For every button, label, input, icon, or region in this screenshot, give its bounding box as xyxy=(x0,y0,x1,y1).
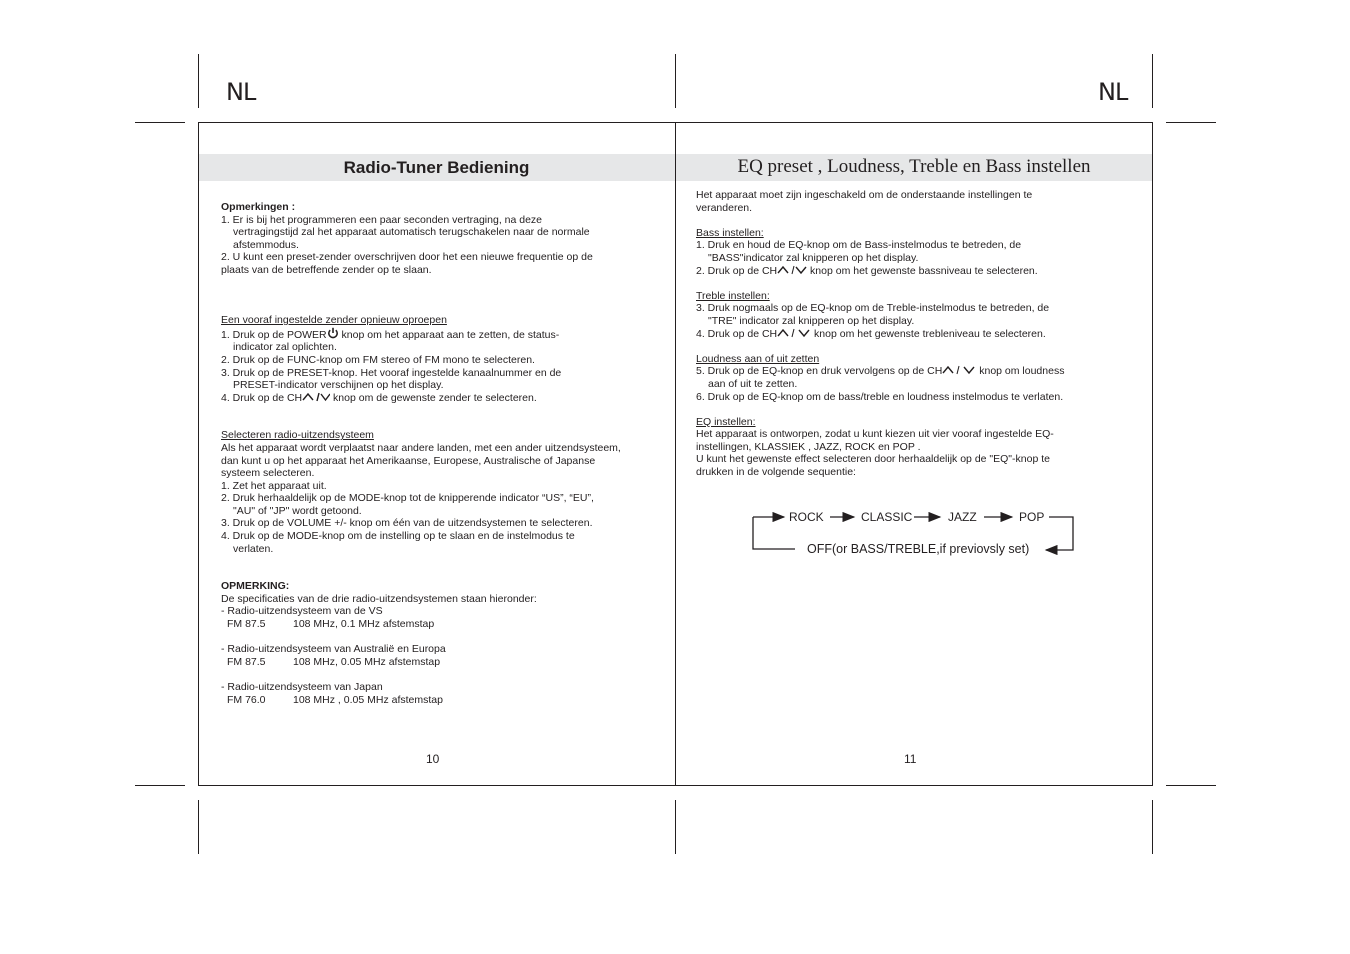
language-label-right: NL xyxy=(1098,78,1128,106)
note-line: plaats van de betreffende zender op te slaan. xyxy=(221,263,432,276)
page-divider xyxy=(675,122,676,785)
left-column xyxy=(221,201,621,706)
note-line: 2. U kunt een preset-zender overschrijven door het een nieuwe frequentie op de xyxy=(221,251,593,264)
spec-range: FM 87.5 108 MHz, 0.1 MHz afstemstap xyxy=(227,618,435,631)
bass-line: 1. Druk en houd de EQ-knop om de Bass-instelmodus te betreden, de xyxy=(696,239,1022,252)
page-number-left: 10 xyxy=(426,752,440,766)
flow-return-line xyxy=(1046,517,1073,550)
note-line: vertragingstijd zal het apparaat automatisch terugschakelen naar de normale xyxy=(233,226,590,239)
system-line: 4. Druk op de MODE-knop om de instelling op te slaan en de instelmodus te xyxy=(221,530,575,543)
flow-label-classic: CLASSIC xyxy=(861,510,913,524)
loudness-heading: Loudness aan of uit zetten xyxy=(696,352,820,365)
treble-heading: Treble instellen: xyxy=(696,289,770,302)
flow-label-rock: ROCK xyxy=(789,510,824,524)
spec-name: - Radio-uitzendsysteem van Australië en Europa xyxy=(221,643,446,656)
page-title-right: EQ preset , Loudness, Treble en Bass instellen xyxy=(737,156,1091,177)
flow-label-pop: POP xyxy=(1019,510,1045,524)
loudness-line: 6. Druk op de EQ-knop om de bass/treble en loudness instelmodus te verlaten. xyxy=(696,390,1064,403)
crop-mark xyxy=(1166,785,1216,786)
note-line: 1. Er is bij het programmeren een paar seconden vertraging, na deze xyxy=(221,213,543,226)
note-line: afstemmodus. xyxy=(233,238,299,251)
system-heading: Selecteren radio-uitzendsysteem xyxy=(221,429,374,442)
remark-heading: OPMERKING: xyxy=(221,580,290,593)
language-label-left: NL xyxy=(226,78,256,106)
recall-line: 2. Druk op de FUNC-knop om FM stereo of FM mono te selecteren. xyxy=(221,353,535,366)
eq-line: Het apparaat is ontworpen, zodat u kunt kiezen uit vier vooraf ingestelde EQ- xyxy=(696,428,1054,441)
spec-name: - Radio-uitzendsysteem van Japan xyxy=(221,681,383,693)
crop-mark xyxy=(1152,800,1153,854)
crop-mark xyxy=(198,54,199,108)
eq-line: instellingen, KLASSIEK , JAZZ, ROCK en POP . xyxy=(696,440,921,453)
system-line: verlaten. xyxy=(233,542,274,555)
bass-line: 2. Druk op de CH knop om het gewenste bassniveau te selecteren. xyxy=(696,264,1038,277)
page-title-left: Radio-Tuner Bediening xyxy=(343,158,530,177)
flow-label-jazz: JAZZ xyxy=(948,510,977,524)
notes-heading: Opmerkingen : xyxy=(221,201,296,213)
flow-label-off: OFF(or BASS/TREBLE,if previovsly set) xyxy=(807,542,1030,556)
bass-line: "BASS"indicator zal knipperen op het display. xyxy=(708,251,919,264)
treble-line: 3. Druk nogmaals op de EQ-knop om de Treble-instelmodus te betreden, de xyxy=(696,302,1050,315)
system-line: dan kunt u op het apparaat het Amerikaanse, Europese, Australische of Japanse xyxy=(221,454,596,467)
recall-line: indicator zal oplichten. xyxy=(233,341,337,354)
remark-intro: De specificaties van de drie radio-uitzendsystemen staan hieronder: xyxy=(221,592,537,605)
system-line: 3. Druk op de VOLUME +/- knop om één van de uitzendsystemen te selecteren. xyxy=(221,517,593,530)
recall-line: 4. Druk op de CH knop om de gewenste zender te selecteren. xyxy=(221,391,537,404)
chevron-up-down-icon xyxy=(777,328,811,338)
chevron-up-down-icon xyxy=(777,265,807,275)
crop-mark xyxy=(198,800,199,854)
chevron-up-down-icon xyxy=(302,392,330,402)
power-icon xyxy=(327,327,339,339)
intro-line: veranderen. xyxy=(696,201,753,214)
crop-mark xyxy=(1152,54,1153,108)
recall-heading: Een vooraf ingestelde zender opnieuw oproepen xyxy=(221,314,447,327)
recall-line: 3. Druk op de PRESET-knop. Het vooraf ingestelde kanaalnummer en de xyxy=(221,366,562,379)
eq-line: drukken in de volgende sequentie: xyxy=(696,466,856,479)
treble-line: "TRE" indicator zal knipperen op het display. xyxy=(708,314,915,327)
eq-heading: EQ instellen: xyxy=(696,415,756,428)
bass-heading: Bass instellen: xyxy=(696,226,764,239)
crop-mark xyxy=(675,54,676,108)
chevron-up-down-icon xyxy=(942,365,976,375)
spec-range: FM 76.0 108 MHz , 0.05 MHz afstemstap xyxy=(227,693,443,706)
eq-line: U kunt het gewenste effect selecteren door herhaaldelijk op de "EQ"-knop te xyxy=(696,453,1050,466)
recall-line: PRESET-indicator verschijnen op het display. xyxy=(233,379,444,392)
intro-line: Het apparaat moet zijn ingeschakeld om de onderstaande instellingen te xyxy=(696,189,1033,201)
spec-range: FM 87.5 108 MHz, 0.05 MHz afstemstap xyxy=(227,655,441,668)
page-number-right: 11 xyxy=(904,752,917,766)
right-column xyxy=(696,189,1064,479)
system-line: Als het apparaat wordt verplaatst naar andere landen, met een ander uitzendsysteem, xyxy=(221,441,621,454)
system-line: 1. Zet het apparaat uit. xyxy=(221,479,327,492)
loudness-line: aan of uit te zetten. xyxy=(708,377,798,390)
spec-name: - Radio-uitzendsysteem van de VS xyxy=(221,605,383,618)
crop-mark xyxy=(675,800,676,854)
crop-mark xyxy=(135,122,185,123)
treble-line: 4. Druk op de CH knop om het gewenste trebleniveau te selecteren. xyxy=(696,327,1046,340)
system-line: "AU" of "JP" wordt getoond. xyxy=(233,504,362,517)
crop-mark xyxy=(135,785,185,786)
system-line: 2. Druk herhaaldelijk op de MODE-knop tot de knipperende indicator “US”, “EU”, xyxy=(221,492,594,505)
loudness-line: 5. Druk op de EQ-knop en druk vervolgens op de CH knop om loudness xyxy=(696,365,1065,378)
system-line: systeem selecteren. xyxy=(221,467,315,480)
crop-mark xyxy=(1166,122,1216,123)
recall-line: 1. Druk op de POWER knop om het apparaat aan te zetten, de status- xyxy=(221,328,560,341)
